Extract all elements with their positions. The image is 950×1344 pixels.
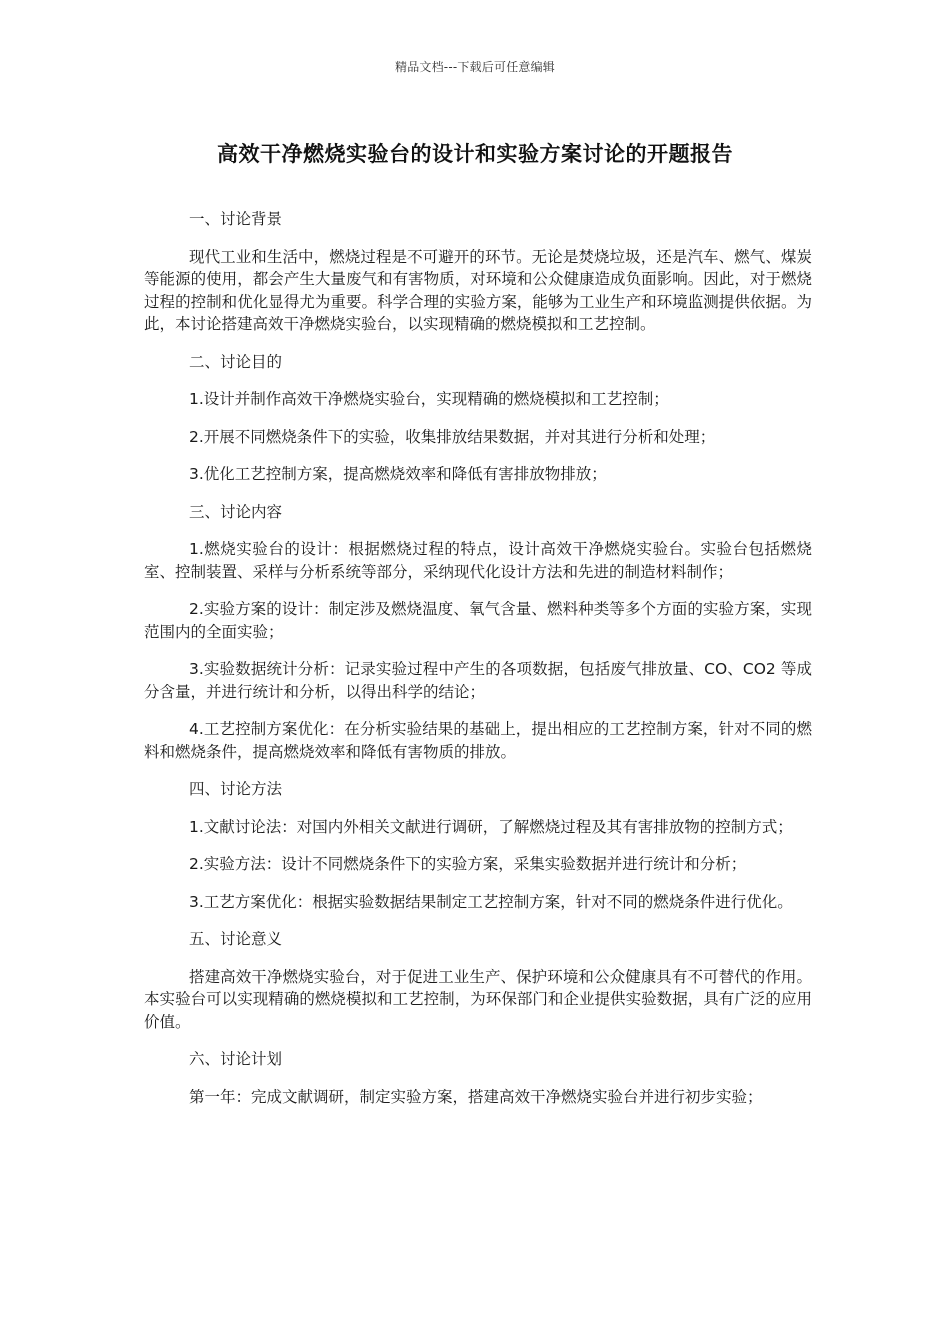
list-item: 1.设计并制作高效干净燃烧实验台，实现精确的燃烧模拟和工艺控制； [189, 390, 669, 408]
list-item: 4.工艺控制方案优化：在分析实验结果的基础上，提出相应的工艺控制方案，针对不同的燃料和燃烧条件，提高燃烧效率和降低有害物质的排放。 [144, 720, 812, 761]
paragraph: 现代工业和生活中，燃烧过程是不可避开的环节。无论是焚烧垃圾，还是汽车、燃气、煤炭等能源的使用，都会产生大量废气和有害物质，对环境和公众健康造成负面影响。因此，对于燃烧过程的控制和优化显得尤为重要。科学合理的实验方案，能够为工业生产和环境监测提供依据。为此，本讨论搭建高效干净燃烧实验台，以实现精确的燃烧模拟和工艺控制。 [144, 247, 812, 333]
section-significance [144, 928, 812, 1033]
section-background [144, 208, 812, 336]
section-heading: 二、讨论目的 [189, 352, 283, 371]
list-item: 1.燃烧实验台的设计：根据燃烧过程的特点，设计高效干净燃烧实验台。实验台包括燃烧室、控制装置、采样与分析系统等部分，采纳现代化设计方法和先进的制造材料制作； [144, 540, 812, 581]
page-header: 精品文档---下载后可任意编辑 [395, 60, 555, 74]
document-title: 高效干净燃烧实验台的设计和实验方案讨论的开题报告 [217, 142, 733, 166]
list-item: 3.实验数据统计分析：记录实验过程中产生的各项数据，包括废气排放量、CO、CO2 等成分含量，并进行统计和分析，以得出科学的结论； [144, 660, 812, 701]
section-methods [144, 778, 812, 913]
section-plan [144, 1048, 812, 1108]
list-item: 1.文献讨论法：对国内外相关文献进行调研，了解燃烧过程及其有害排放物的控制方式； [189, 817, 793, 836]
paragraph: 第一年：完成文献调研，制定实验方案，搭建高效干净燃烧实验台并进行初步实验； [189, 1087, 763, 1106]
section-heading: 五、讨论意义 [189, 930, 283, 948]
section-heading: 四、讨论方法 [189, 780, 283, 798]
section-heading: 三、讨论内容 [189, 502, 283, 521]
list-item: 2.实验方法：设计不同燃烧条件下的实验方案，采集实验数据并进行统计和分析； [189, 855, 747, 873]
section-heading: 一、讨论背景 [189, 210, 283, 228]
section-heading: 六、讨论计划 [189, 1050, 283, 1068]
list-item: 3.工艺方案优化：根据实验数据结果制定工艺控制方案，针对不同的燃烧条件进行优化。 [189, 892, 793, 911]
list-item: 2.开展不同燃烧条件下的实验，收集排放结果数据，并对其进行分析和处理； [189, 427, 716, 446]
document-body [144, 208, 812, 1123]
list-item: 2.实验方案的设计：制定涉及燃烧温度、氧气含量、燃料种类等多个方面的实验方案，实现范围内的全面实验； [144, 600, 812, 641]
section-content [144, 501, 812, 764]
section-purpose [144, 351, 812, 486]
paragraph: 搭建高效干净燃烧实验台，对于促进工业生产、保护环境和公众健康具有不可替代的作用。本实验台可以实现精确的燃烧模拟和工艺控制，为环保部门和企业提供实验数据，具有广泛的应用价值。 [144, 967, 812, 1031]
list-item: 3.优化工艺控制方案，提高燃烧效率和降低有害排放物排放； [189, 465, 607, 483]
